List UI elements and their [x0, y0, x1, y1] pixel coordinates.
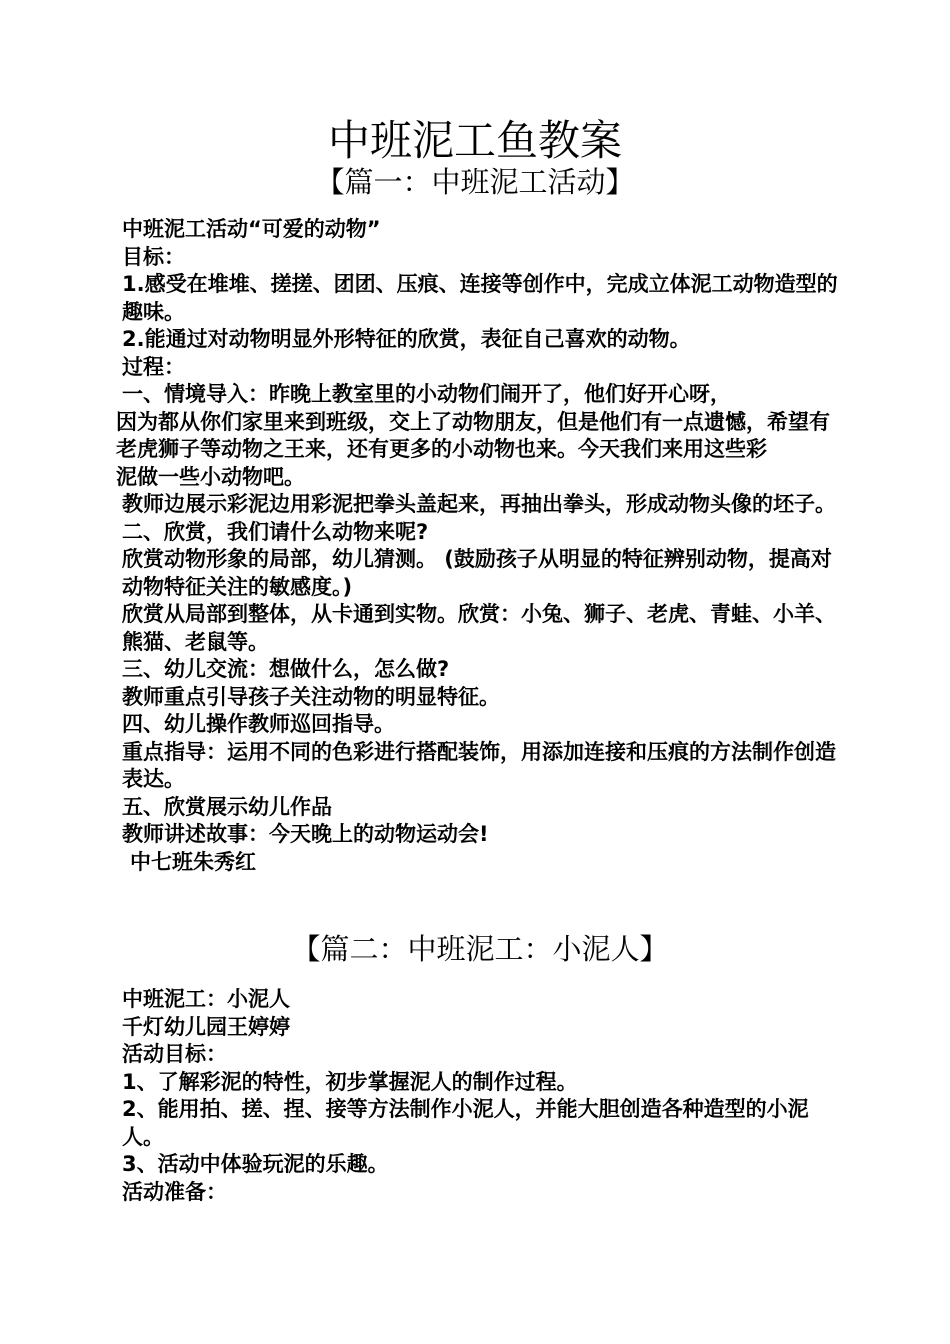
section2-line: 中班泥工：小泥人 [122, 987, 290, 1011]
document-title: 中班泥工鱼教案 [327, 116, 622, 165]
section2-line: 活动目标： [122, 1042, 227, 1066]
section1-line: 一、情境导入：昨晚上教室里的小动物们闹开了，他们好开心呀， [122, 382, 731, 406]
section2-line: 活动准备： [122, 1179, 227, 1204]
section1-line: 目标： [122, 244, 185, 269]
section1-line: 2.能通过对动物明显外形特征的欣赏，表征自己喜欢的动物。 [122, 327, 691, 351]
section1-line: 中班泥工活动“可爱的动物” [122, 217, 381, 241]
section1-line: 教师边展示彩泥边用彩泥把拳头盖起来，再抽出拳头，形成动物头像的坯子。 [122, 492, 836, 516]
section1-line: 1.感受在堆堆、搓搓、团团、压痕、连接等创作中，完成立体泥工动物造型的趣味。 [122, 272, 838, 324]
section1-line: 教师讲述故事：今天晚上的动物运动会! [122, 822, 489, 846]
author-line: 中七班朱秀红 [130, 849, 256, 874]
section2-body [116, 986, 846, 1206]
section1-line: 欣赏动物形象的局部，幼儿猜测。 (鼓励孩子从明显的特征辨别动物，提高对动物特征关注的敏感度。) [122, 547, 832, 599]
section1-heading: 【篇一：中班泥工活动】 [315, 165, 635, 199]
section1-line: 欣赏从局部到整体，从卡通到实物。欣赏：小兔、狮子、老虎、青蛙、小羊、熊猫、老鼠等。 [122, 602, 836, 654]
section1-line: 因为都从你们家里来到班级，交上了动物朋友，但是他们有一点遗憾，希望有老虎狮子等动物之王来，还有更多的小动物也来。今天我们来用这些彩 [116, 409, 830, 461]
section1-line: 四、幼儿操作教师巡回指导。 [122, 712, 395, 736]
section1-line: 三、幼儿交流：想做什么，怎么做? [122, 657, 450, 681]
section1-line: 重点指导：运用不同的色彩进行搭配装饰，用添加连接和压痕的方法制作创造表达。 [122, 739, 836, 791]
section1-line: 二、欣赏，我们请什么动物来呢? [122, 519, 429, 544]
section1-body [116, 216, 846, 876]
section2-line: 1、了解彩泥的特性，初步掌握泥人的制作过程。 [122, 1069, 578, 1094]
section2-line: 2、能用拍、搓、捏、接等方法制作小泥人，并能大胆创造各种造型的小泥人。 [122, 1097, 809, 1149]
section2-line: 千灯幼儿园王婷婷 [122, 1014, 290, 1039]
section2-line: 3、活动中体验玩泥的乐趣。 [122, 1152, 389, 1176]
section1-line: 教师重点引导孩子关注动物的明显特征。 [122, 684, 500, 709]
section1-line: 泥做一些小动物吧。 [116, 464, 305, 489]
section1-line: 五、欣赏展示幼儿作品 [122, 794, 332, 819]
section2-heading: 【篇二：中班泥工：小泥人】 [291, 932, 669, 966]
section1-line: 过程： [122, 354, 185, 379]
